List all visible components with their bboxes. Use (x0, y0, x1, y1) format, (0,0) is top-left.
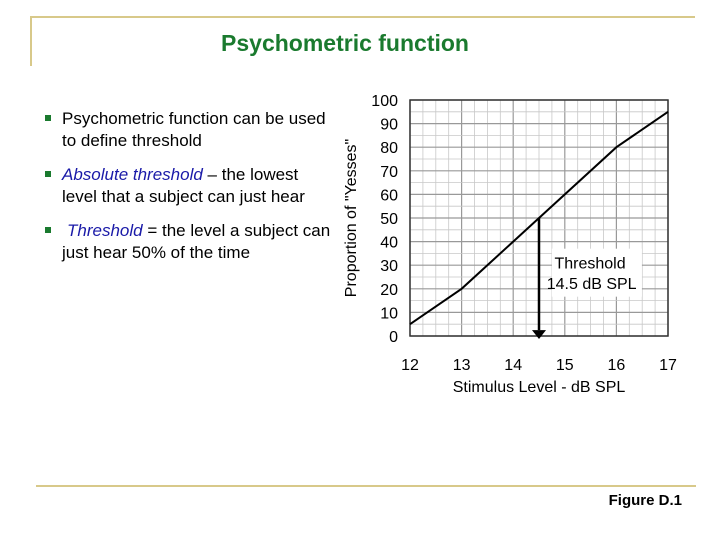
frame-bottom-rule (36, 485, 696, 487)
slide-title: Psychometric function (221, 30, 469, 56)
bullet-item-3 (45, 220, 335, 264)
bullet-item-1 (45, 108, 335, 152)
x-tick-label: 12 (401, 357, 419, 374)
y-axis-label: Proportion of "Yesses" (343, 138, 360, 298)
bullet-text: = the level a subject can just hear 50% of the time (62, 221, 331, 262)
y-tick-label: 60 (380, 187, 398, 205)
bullet-item-2 (45, 164, 335, 208)
figure-caption: Figure D.1 (608, 492, 682, 509)
y-tick-label: 0 (389, 329, 398, 346)
y-tick-label: 100 (371, 93, 398, 110)
y-tick-label: 70 (380, 163, 398, 181)
y-tick-label: 30 (380, 258, 398, 276)
y-tick-label: 10 (380, 305, 398, 323)
y-tick-label: 90 (380, 116, 398, 134)
bullet-emphasis: Threshold (67, 221, 143, 240)
bullet-square-icon (45, 227, 51, 233)
x-tick-label: 13 (452, 357, 471, 374)
y-tick-label: 20 (380, 281, 398, 299)
x-tick-label: 15 (555, 357, 574, 374)
x-tick-label: 14 (504, 357, 523, 374)
frame-top-rule (30, 16, 695, 18)
threshold-label-value: 14.5 dB SPL (546, 275, 637, 293)
y-tick-label: 50 (380, 211, 398, 228)
y-tick-label: 40 (380, 234, 398, 252)
x-tick-label: 17 (659, 357, 677, 374)
x-axis-label: Stimulus Level - dB SPL (452, 379, 626, 396)
y-tick-label: 80 (380, 140, 398, 158)
bullet-square-icon (45, 171, 51, 177)
bullet-text: – the lowest level that a subject can just hear (62, 165, 305, 206)
bullet-square-icon (45, 115, 51, 121)
psychometric-chart (340, 88, 680, 408)
threshold-label-title: Threshold (554, 255, 626, 273)
bullet-emphasis: Absolute threshold (62, 165, 203, 184)
threshold-arrowhead-icon (532, 330, 546, 339)
x-tick-label: 16 (607, 357, 626, 374)
bullet-list (45, 108, 335, 276)
bullet-text: Psychometric function can be used to define threshold (62, 109, 326, 150)
